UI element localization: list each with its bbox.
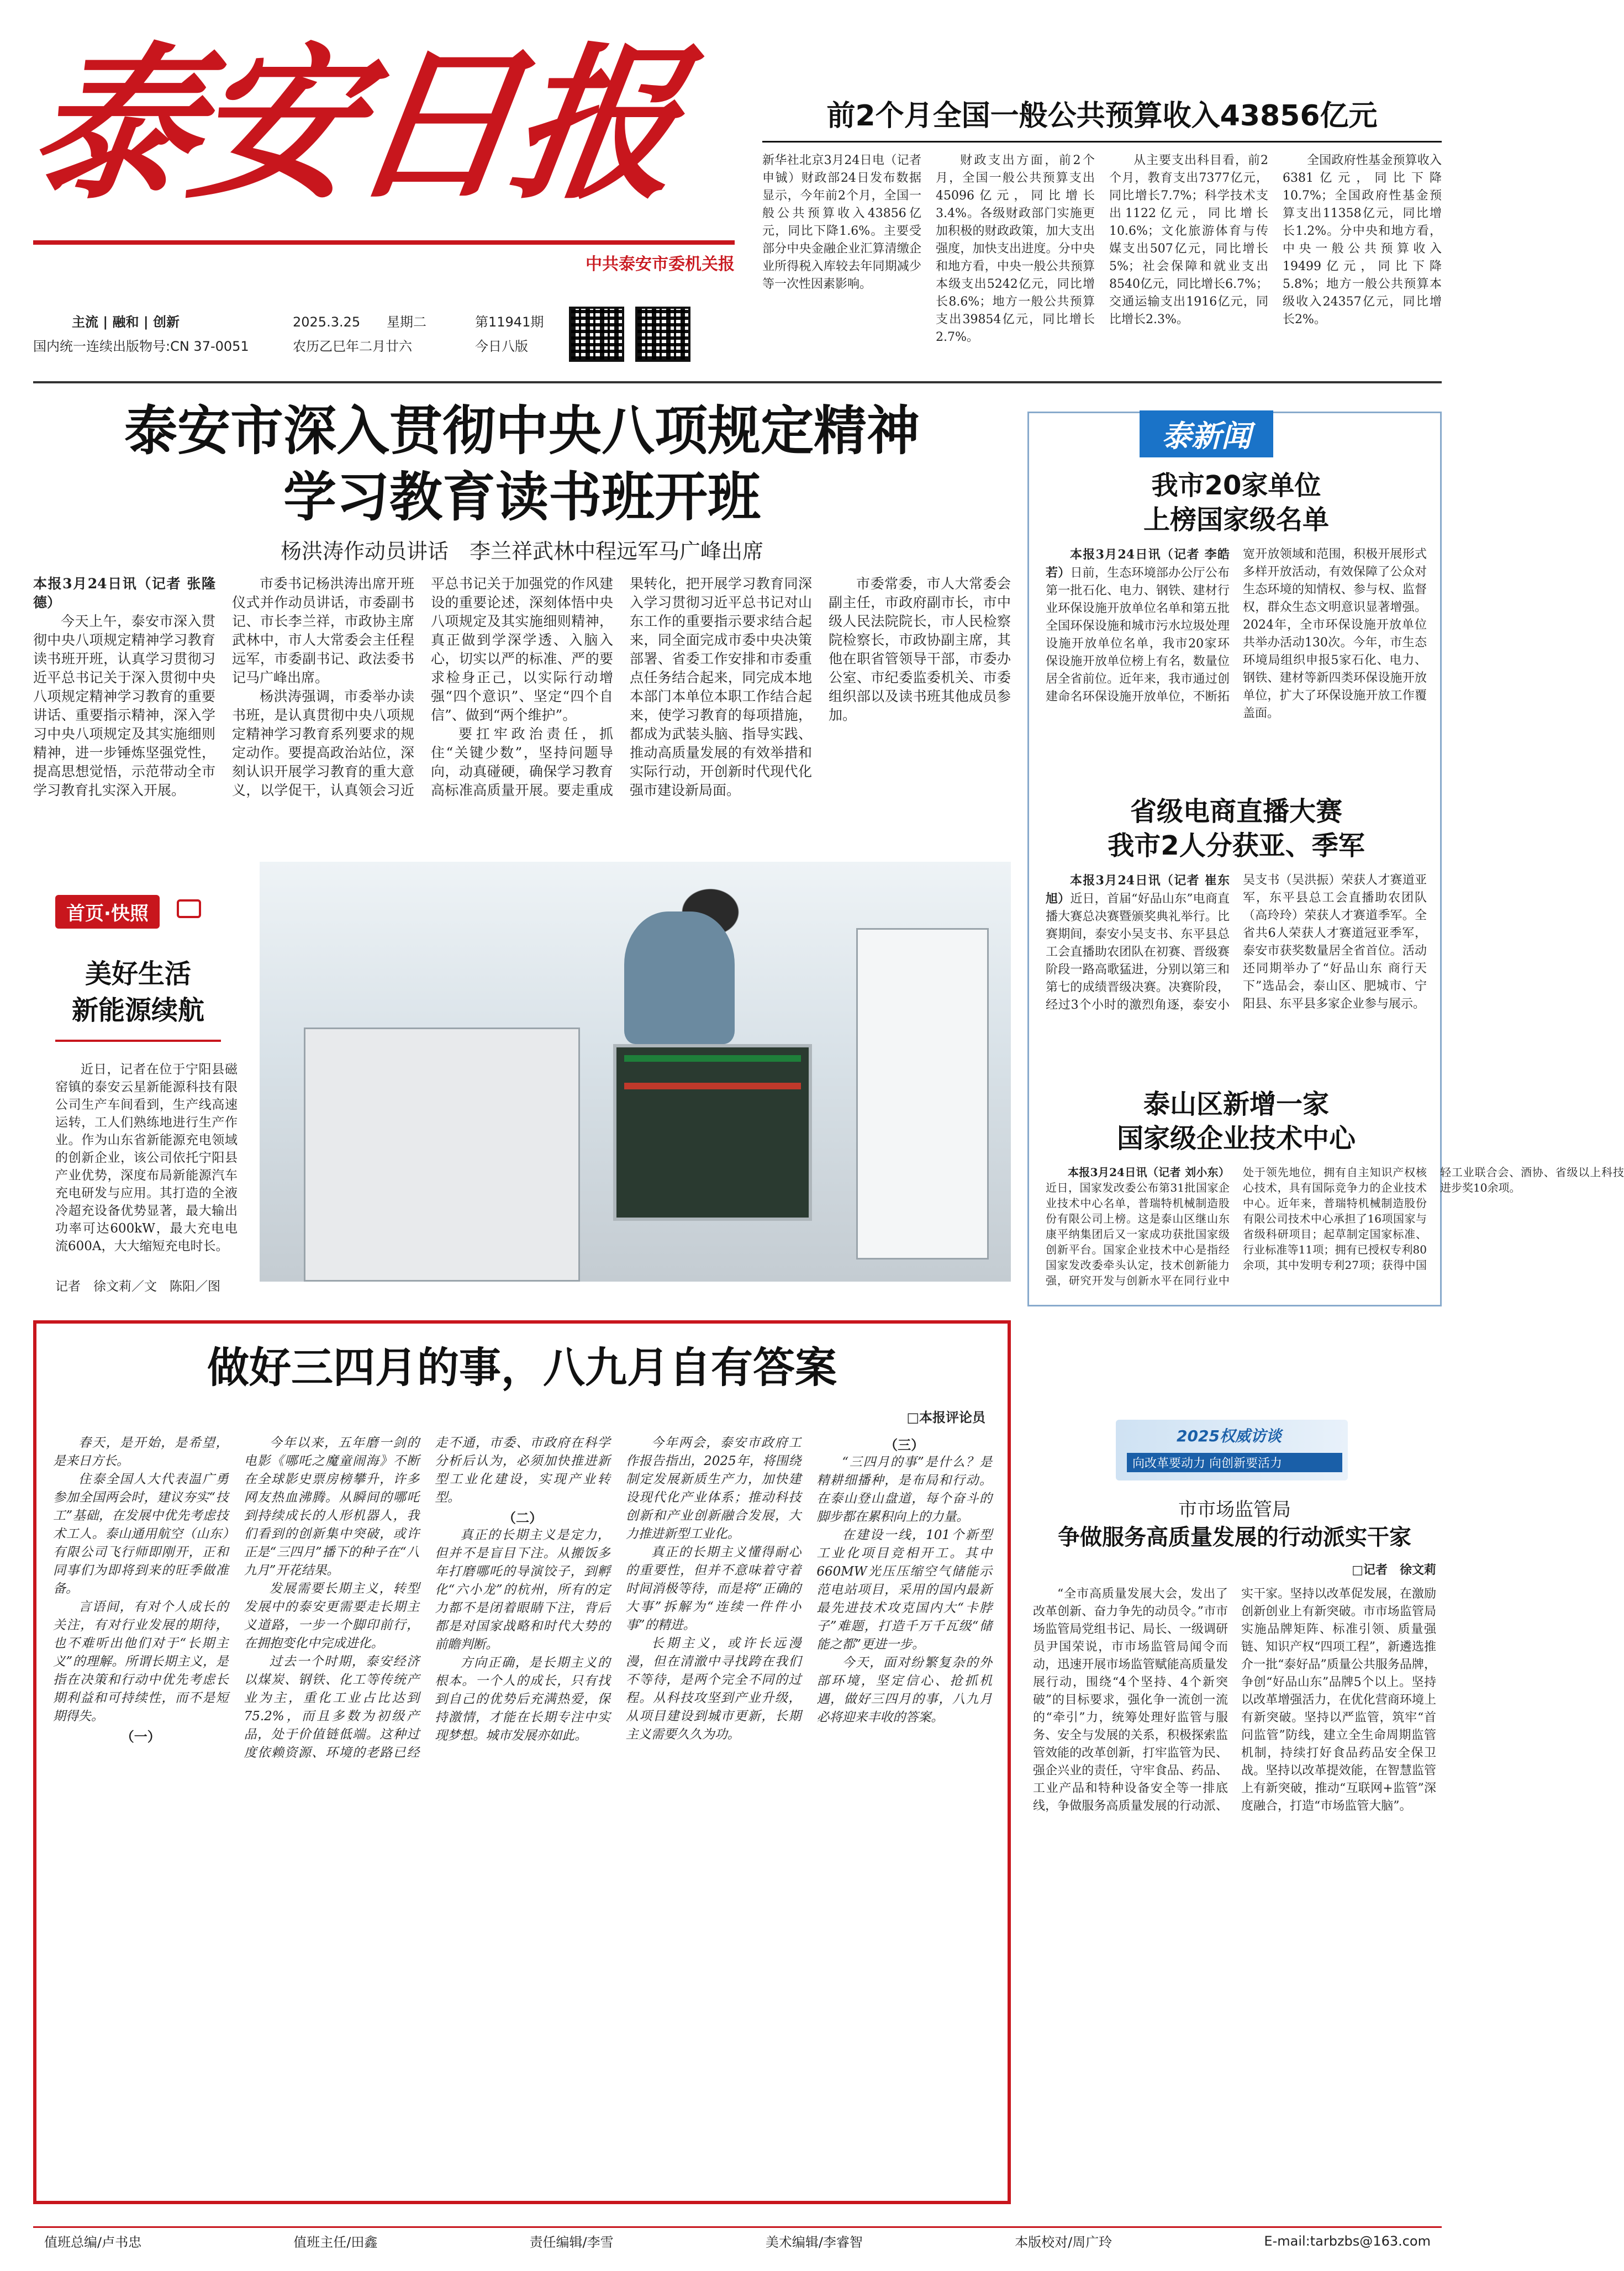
- c-para-12: “三四月的事”是什么？是精耕细播种，是布局和行动。在泰山登山盘道，每个奋斗的脚步都在累积向上的力量。: [816, 1455, 992, 1524]
- c-para-11: 长期主义，或许长远漫漫，但在清澈中寻找跨在我们不等待，是两个完全不同的过程。从科技攻坚到产业升级，从项目建设到城市更新，长期主义需要久久为功。: [625, 1636, 802, 1742]
- photo-title-1: 美好生活: [85, 958, 191, 989]
- c-section-3: （三）: [884, 1437, 925, 1453]
- lead-para-5: 市委常委，市人大常委会副主任，市政府副市长，市中级人民法院院长，市人民检察院检察长，市政协副主席，其他在职省管领导干部，市委办公室、市纪委监委机关、市委组织部以及读书班其他成员参加。: [829, 576, 1011, 723]
- footer-art-editor: 美术编辑/李睿智: [765, 2235, 863, 2250]
- commentary-author: □本报评论员: [906, 1410, 985, 1425]
- masthead: [19, 8, 735, 307]
- c-section-2: （二）: [502, 1510, 542, 1526]
- photo-caption: 近日，记者在位于宁阳县磁窑镇的泰安云星新能源科技有限公司生产车间看到，生产线高速运转，工人们熟练地进行生产作业。作为山东省新能源充电领域的创新企业，该公司依托宁阳县产业优势，深度布局新能源汽车充电研发与应用。其打造的全液冷超充设备优势显著，最大输出功率可达600kW，最大充电电流600A，大大缩短充电时长。: [55, 1062, 238, 1253]
- column-dept: 市市场监管局: [1178, 1499, 1291, 1521]
- c-para-8: 方向正确，是长期主义的根本。一个人的成长，只有找到自己的优势后充满热爱，保持激情，才能在长期专注中实现梦想。城市发展亦如此。: [435, 1656, 610, 1743]
- c-para-9: 今年两会，泰安市政府工作报告指出，2025年，将围绕制定发展新质生产力，加快建设现代化产业体系；推动科技创新和产业创新融合发展，大力推进新型工业化。: [625, 1436, 802, 1541]
- n2-title-2: 我市2人分获亚、季军: [1108, 830, 1365, 861]
- interview-column: [1027, 1420, 1442, 2204]
- news-photo[interactable]: [260, 862, 1011, 1282]
- masthead-info: [33, 312, 735, 373]
- lead-story: [33, 398, 1011, 851]
- commentary-title: 做好三四月的事，八九月自有答案: [207, 1343, 837, 1392]
- c-section-1: （一）: [120, 1729, 161, 1745]
- lead-headline-1: 泰安市深入贯彻中央八项规定精神: [124, 400, 920, 462]
- n1-byline: 本报3月24日讯（记者 李皓若）: [1046, 547, 1230, 580]
- motto: 主流 | 融和 | 创新: [72, 314, 180, 330]
- column-text: “全市高质量发展大会，发出了改革创新、奋力争先的动员令。”市市场监管局党组书记、局长、一级调研员尹国荣说，市市场监管局闻令而动，迅速开展市场监管赋能高质量发展行动，围绕“4个坚持、4个新突破”的目标要求，强化争一流创一流的“牵引”力，统筹处理好监管与服务、安全与发展的关系，积极探索监管效能的改革创新，打牢监管为民、强企兴业的责任，守牢食品、药品、工业产品和特种设备安全等一排底线，争做服务高质量发展的行动派、实干家。坚持以改革促发展，在激励创新创业上有新突破。市市场监管局实施品牌矩阵、标准引领、质量强链、知识产权“四项工程”，新遴选推介一批“泰好品”质量公共服务品牌，争创“好品山东”品牌5个以上。坚持以改革增强活力，在优化营商环境上有新突破。坚持以严监管，筑牢“首问监管”防线，建立全生命周期监管机制，持续打好食品药品安全保卫战。坚持以改革提效能，在智慧监管上有新突破，推动“互联网+监管”深度融合，打造“市场监管大脑”。: [1033, 1587, 1436, 1813]
- photo-section-label: 首页·快照: [55, 895, 160, 929]
- c-para-3: 言语间，有对个人成长的关注，有对行业发展的期待，也不难听出他们对于“长期主义”的理解。所谓长期主义，是指在决策和行动中优先考虑长期利益和可持续性，而不是短期得失。: [53, 1600, 229, 1724]
- n2-byline: 本报3月24日讯（记者 崔东旭）: [1046, 873, 1230, 906]
- motto-3: 创新: [152, 314, 180, 330]
- n3-byline: 本报3月24日讯（记者 刘小东）: [1068, 1166, 1230, 1179]
- photo-title-2: 新能源续航: [71, 995, 204, 1026]
- sidebar-label: 泰新闻: [1140, 410, 1273, 457]
- lead-para-3: 杨洪涛强调，市委举办读书班，是认真贯彻中央八项规定精神学习教育系列要求的规定动作。要提高政治站位，深刻认识开展学习教育的重大意义，以学促干，认真领会习近平总书记关于加强党的作风建设的重要论述，深刻体悟中央八项规定及其实施细则精神，真正做到学深学透、入脑入心，切实以严的标准、严的要求检身正己，以实际行动增强“四个意识”、坚定“四个自信”、做到“两个维护”。: [232, 576, 613, 798]
- n1-title-1: 我市20家单位: [1151, 470, 1321, 501]
- footer-duty-director: 值班主任/田鑫: [293, 2235, 378, 2250]
- top-story-col-1: 新华社北京3月24日电（记者 申铖）财政部24日发布数据显示，今年前2个月，全国一般公共预算收入43856亿元，同比下降1.6%。主要受部分中央金融企业汇算清缴企业所得税入库较去年同期减少等一次性因素影响。: [762, 154, 921, 291]
- issue-number: 第11941期: [475, 314, 544, 330]
- c-para-6: 过去一个时期，泰安经济以煤炭、钢铁、化工等传统产业为主，重化工业占比达到75.2%，而且多数为初级产品，处于价值链低端。这种过度依赖资源、环境的老路已经走不通，市委、市政府在科学分析后认为，必须加快推进新型工业化建设，实现产业转型。: [244, 1436, 610, 1760]
- n2-text: 近日，首届“好品山东”电商直播大赛总决赛暨颁奖典礼举行。比赛期间，泰安小吴支书、东平县总工会直播助农团队在初赛、晋级赛阶段一路高歌猛进，分别以第三和第七的成绩晋级决赛。决赛阶段，经过3个小时的激烈角逐，泰安小吴支书（吴洪振）荣获人才赛道亚军，东平县总工会直播助农团队（高玲玲）荣获人才赛道季军。全省共6人荣获人才赛道冠亚季军，泰安市获奖数量居全省首位。活动还同期举办了“好品山东 商行天下”选品会，泰山区、肥城市、宁阳县、东平县多家企业参与展示。: [1046, 873, 1427, 1012]
- c-para-4: 今年以来，五年磨一剑的电影《哪吒之魔童闹海》不断在全球影史票房榜攀升，许多网友热血沸腾。从瞬间的哪吒到持续成长的人形机器人，我们看到的创新集中突破，或许正是“三四月”播下的种子在“八九月”开花结果。: [244, 1436, 420, 1578]
- footer-email[interactable]: E-mail:tarbzbs@163.com: [1264, 2233, 1431, 2249]
- n3-text: 近日，国家发改委公布第31批国家企业技术中心名单，普瑞特机械制造股份有限公司上榜。这是泰山区继山东康平纳集团后又一家成功获批国家级创新平台。国家企业技术中心是指经国家发改委牵头认定，技术创新能力强，研究开发与创新水平在同行业中处于领先地位，拥有自主知识产权核心技术，具有国际竞争力的企业技术中心。近年来，普瑞特机械制造股份有限公司技术中心承担了16项国家与省级科研项目；起草制定国家标准、行业标准等11项；拥有已授权专利80余项，其中发明专利27项；获得中国轻工业联合会、酒协、省级以上科技进步奖10余项。: [1046, 1166, 1624, 1287]
- qr-code-1[interactable]: [569, 307, 624, 362]
- c-para-5: 发展需要长期主义，转型发展中的泰安更需要走长期主义道路，一步一个脚印前行，在拥抱变化中完成进化。: [244, 1582, 420, 1651]
- n2-title-1: 省级电商直播大赛: [1130, 796, 1342, 827]
- n1-title-2: 上榜国家级名单: [1143, 504, 1329, 535]
- top-story-headline: 前2个月全国一般公共预算收入43856亿元: [826, 99, 1378, 133]
- c-para-10: 真正的长期主义懂得耐心的重要性，但并不意味着守着时间消极等待，而是将“正确的大事”拆解为“连续一件件小事”的精进。: [625, 1545, 802, 1632]
- c-para-13: 在建设一线，101个新型工业化项目竞相开工。其中660MW光压压缩空气储能示范电站项目，采用的国内最新最先进技术攻克国内大“卡脖子”难题，打造千万千瓦级“储能之都”更进一步。: [816, 1528, 992, 1652]
- newspaper-title: 泰安日报: [19, 27, 688, 222]
- motto-2: 融和: [112, 314, 139, 330]
- lead-headline-2: 学习教育读书班开班: [283, 466, 761, 528]
- top-story-col-4: 全国政府性基金预算收入6381亿元，同比下降10.7%；全国政府性基金预算支出11358亿元，同比增长1.2%。分中央和地方看，中央一般公共预算收入19499亿元，同比下降5.8%；地方一般公共预算本级收入24357亿元，同比增长2%。: [1283, 154, 1442, 326]
- weekday: 星期二: [387, 314, 426, 330]
- motto-1: 主流: [72, 314, 98, 330]
- camera-icon: [177, 899, 201, 918]
- news-sidebar: [1027, 412, 1624, 1306]
- column-title: 争做服务高质量发展的行动派实干家: [1058, 1525, 1411, 1550]
- c-para-2: 住泰全国人大代表温广勇参加全国两会时，建议夯实“技工”基础，在发展中优先考虑技术工人。泰山通用航空（山东）有限公司飞行师即刚开，正和同事们为即将到来的旺季做准备。: [53, 1472, 229, 1596]
- n1-text: 日前，生态环境部办公厅公布第一批石化、电力、钢铁、建材行业环保设施开放单位名单和第五批全国环保设施和城市污水垃圾处理设施开放单位名单，我市20家环保设施开放单位榜上有名，数量位居全省前位。近年来，我市通过创建命名环保设施开放单位，不断拓宽开放领域和范围，积极开展形式多样开放活动，有效保障了公众对生态环境的知情权、参与权、监督权，群众生态文明意识显著增强。2024年，全市环保设施开放单位共举办活动130次。今年，市生态环境局组织申报5家石化、电力、钢铁、建材等新四类环保设施开放单位，扩大了环保设施开放工作覆盖面。: [1046, 547, 1427, 720]
- footer: [33, 2226, 1442, 2254]
- commentary-box: [33, 1320, 1011, 2204]
- badge-line-2: 向改革要动力 向创新要活力: [1127, 1453, 1342, 1472]
- badge-line-1: 2025权威访谈: [1177, 1427, 1282, 1445]
- page-count: 今日八版: [475, 339, 528, 354]
- qr-code-2[interactable]: [635, 307, 690, 362]
- photo-credit: 记者 徐文莉／文 陈阳／图: [55, 1279, 220, 1294]
- lunar-date: 农历乙巳年二月廿六: [293, 339, 412, 354]
- c-para-7: 真正的长期主义是定力，但并不是盲目下注。从搬饭多年打磨哪吒的导演饺子，到孵化“六小龙”的杭州，所有的定力都不是闭着眼睛下注，背后都是对国家战略和时代大势的前瞻判断。: [435, 1528, 610, 1652]
- lead-para-2: 市委书记杨洪涛出席开班仪式并作动员讲话，市委副书记、市长李兰祥，市政协主席武林中，市人大常委会主任程远军，市委副书记、政法委书记马广峰出席。: [232, 576, 414, 686]
- n3-title-1: 泰山区新增一家: [1143, 1089, 1329, 1120]
- c-para-1: 春天，是开始，是希望，是来日方长。: [53, 1436, 229, 1468]
- lead-para-4: 要扛牢政治责任，抓住“关键少数”，坚持问题导向，动真碰硬，确保学习教育高标准高质量开展。要走重成果转化，把开展学习教育同深入学习贯彻习近平总书记对山东工作的重要指示要求结合起来，同全面完成市委中央决策部署、省委工作安排和市委重点任务结合起来，同完成本地本部门本单位本职工作结合起来，使学习教育的每项措施，都成为武装头脑、指导实践、推动高质量发展的有效举措和实际行动，开创新时代现代化强市建设新局面。: [431, 576, 812, 798]
- column-author: □记者 徐文莉: [1352, 1563, 1436, 1577]
- footer-proofreader: 本版校对/周广玲: [1015, 2235, 1112, 2250]
- c-para-14: 今天，面对纷繁复杂的外部环境，坚定信心、抢抓机遇，做好三四月的事，八九月必将迎来丰收的答案。: [816, 1656, 992, 1725]
- issue-date: 2025.3.25: [293, 314, 361, 330]
- lead-byline: 本报3月24日讯（记者 张隆德）: [33, 576, 215, 610]
- top-story: [762, 97, 1442, 373]
- cn-number: 国内统一连续出版物号:CN 37-0051: [33, 339, 249, 354]
- publisher-org: 中共泰安市委机关报: [586, 255, 735, 274]
- footer-editor: 责任编辑/李雪: [529, 2235, 614, 2250]
- top-story-col-3: 从主要支出科目看，前2个月，教育支出7377亿元，同比增长7.7%；科学技术支出1122亿元，同比增长10.6%；文化旅游体育与传媒支出507亿元，同比增长5%；社会保障和就业支出8540亿元，同比增长6.7%；交通运输支出1916亿元，同比增长2.3%。: [1109, 154, 1268, 326]
- lead-subtitle: 杨洪涛作动员讲话 李兰祥武林中程远军马广峰出席: [280, 539, 763, 563]
- top-story-col-2: 财政支出方面，前2个月，全国一般公共预算支出45096亿元，同比增长3.4%。各级财政部门实施更加积极的财政政策，加大支出强度，加快支出进度。分中央和地方看，中央一般公共预算本级支出5242亿元，同比增长8.6%；地方一般公共预算支出39854亿元，同比增长2.7%。: [936, 154, 1095, 344]
- n3-title-2: 国家级企业技术中心: [1116, 1123, 1356, 1154]
- footer-chief-editor: 值班总编/卢书忠: [44, 2235, 142, 2250]
- interview-badge: [1116, 1420, 1348, 1480]
- photo-feature: [33, 862, 1011, 1298]
- lead-para-1: 今天上午，泰安市深入贯彻中央八项规定精神学习教育读书班开班，认真学习贯彻习近平总书记关于深入贯彻中央八项规定精神学习教育的重要讲话、重要指示精神，深入学习中央八项规定及其实施细则精神，进一步锤炼坚强党性，提高思想觉悟，示范带动全市学习教育扎实深入开展。: [33, 613, 215, 798]
